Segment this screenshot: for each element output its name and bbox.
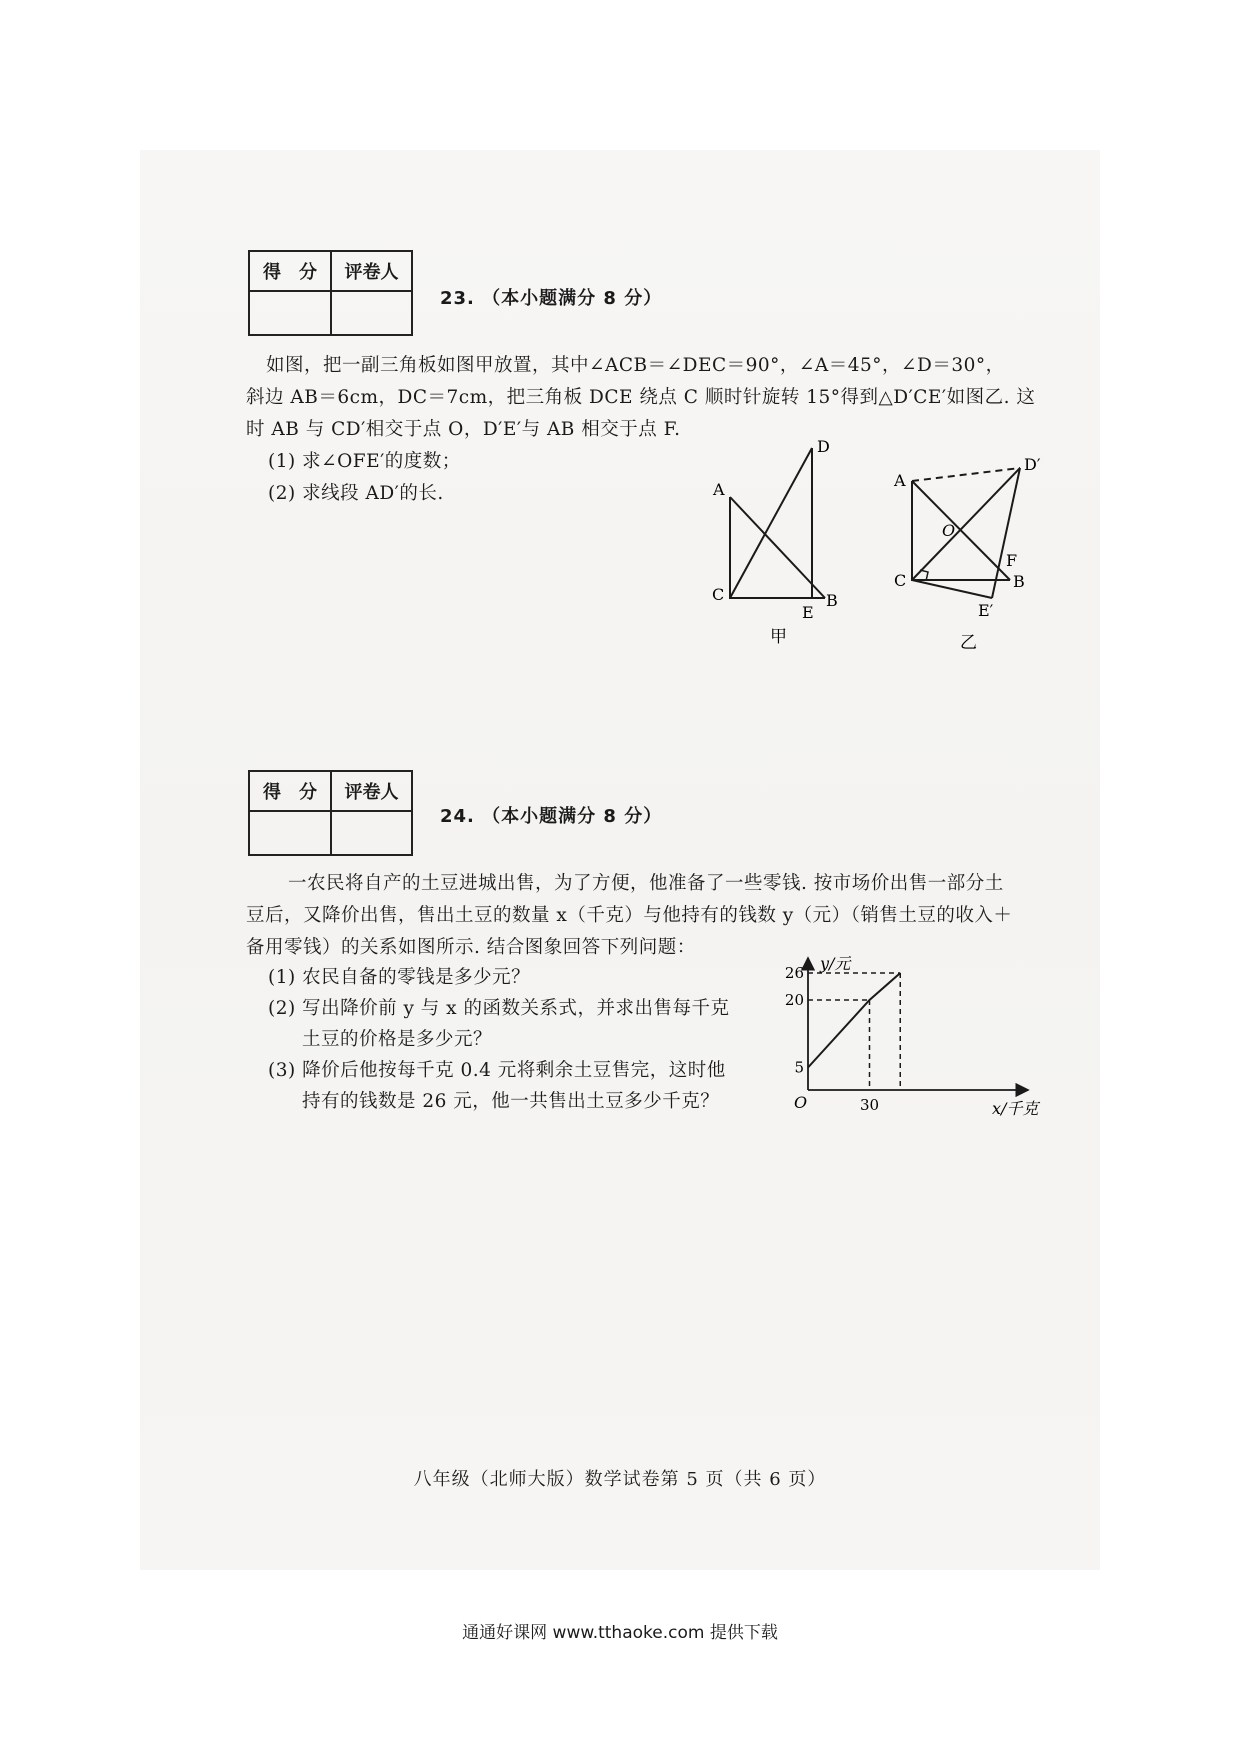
download-source: 通通好课网 www.tthaoke.com 提供下载 xyxy=(462,1623,778,1643)
x-axis-label: x/千克 xyxy=(992,1099,1039,1118)
q24-sub1: (1) 农民自备的零钱是多少元？ xyxy=(268,967,531,988)
label-f: F xyxy=(1006,551,1018,570)
grader-cell[interactable] xyxy=(331,291,412,335)
q24-line-2: 豆后，又降价出售，售出土豆的数量 x（千克）与他持有的钱数 y（元）（销售土豆的收入＋ xyxy=(246,905,1013,926)
segment-ce xyxy=(912,580,992,598)
q24-sub2-a: (2) 写出降价前 y 与 x 的函数关系式，并求出售每千克 xyxy=(268,998,730,1019)
label-e-prime: E′ xyxy=(978,601,994,620)
origin-label: O xyxy=(794,1093,808,1112)
q23-sub2: (2) 求线段 AD′的长. xyxy=(268,483,444,504)
figure-yi xyxy=(880,448,1080,660)
label-a: A xyxy=(894,471,906,490)
score-label: 得 分 xyxy=(249,771,331,811)
q23-line-3: 时 AB 与 CD′相交于点 O，D′E′与 AB 相交于点 F. xyxy=(246,419,681,440)
caption-yi: 乙 xyxy=(960,633,977,653)
q23-title: 23. （本小题满分 8 分） xyxy=(440,288,663,309)
figure-jia xyxy=(700,430,860,655)
segment-cd xyxy=(912,468,1020,580)
score-label: 得 分 xyxy=(249,251,331,291)
money-vs-weight-chart xyxy=(780,950,1050,1120)
q23-sub1: (1) 求∠OFE′的度数； xyxy=(268,451,461,472)
q24-title: 24. （本小题满分 8 分） xyxy=(440,806,663,827)
label-d: D xyxy=(817,437,830,456)
score-box-q23 xyxy=(248,250,413,336)
y-tick-label: 26 xyxy=(784,964,804,982)
hypotenuse-cd xyxy=(730,448,812,598)
label-c: C xyxy=(894,571,907,590)
label-b: B xyxy=(1013,572,1025,591)
score-cell[interactable] xyxy=(249,291,331,335)
y-axis-label: y/元 xyxy=(820,954,851,973)
x-tick-label: 30 xyxy=(859,1096,880,1114)
y-tick-label: 5 xyxy=(794,1058,804,1077)
label-b: B xyxy=(826,591,838,610)
q24-sub2-b: 土豆的价格是多少元？ xyxy=(302,1029,493,1050)
q24-line-3: 备用零钱）的关系如图所示. 结合图象回答下列问题： xyxy=(246,937,696,958)
grader-label: 评卷人 xyxy=(331,771,412,811)
label-c: C xyxy=(712,585,725,604)
grader-cell[interactable] xyxy=(331,811,412,855)
label-e: E xyxy=(802,603,814,622)
label-o: O xyxy=(942,521,956,540)
score-cell[interactable] xyxy=(249,811,331,855)
caption-jia: 甲 xyxy=(770,627,787,647)
q24-sub3-b: 持有的钱数是 26 元，他一共售出土豆多少千克？ xyxy=(302,1091,720,1112)
series-line xyxy=(808,973,900,1068)
label-a: A xyxy=(713,480,725,499)
score-box-q24 xyxy=(248,770,413,856)
q23-line-1: 如图，把一副三角板如图甲放置，其中∠ACB＝∠DEC＝90°，∠A＝45°，∠D＝30°， xyxy=(266,355,1005,376)
q23-line-2: 斜边 AB＝6cm，DC＝7cm，把三角板 DCE 绕点 C 顺时针旋转 15°得到△D′CE′如图乙. 这 xyxy=(246,387,1036,408)
q24-sub3-a: (3) 降价后他按每千克 0.4 元将剩余土豆售完，这时他 xyxy=(268,1060,726,1081)
segment-ad-dashed xyxy=(912,468,1020,481)
q24-line-1: 一农民将自产的土豆进城出售，为了方便，他准备了一些零钱. 按市场价出售一部分土 xyxy=(288,873,1004,894)
y-tick-label: 20 xyxy=(784,991,804,1009)
grader-label: 评卷人 xyxy=(331,251,412,291)
label-d-prime: D′ xyxy=(1024,455,1041,474)
page-footer: 八年级（北师大版）数学试卷第 5 页（共 6 页） xyxy=(413,1469,827,1490)
